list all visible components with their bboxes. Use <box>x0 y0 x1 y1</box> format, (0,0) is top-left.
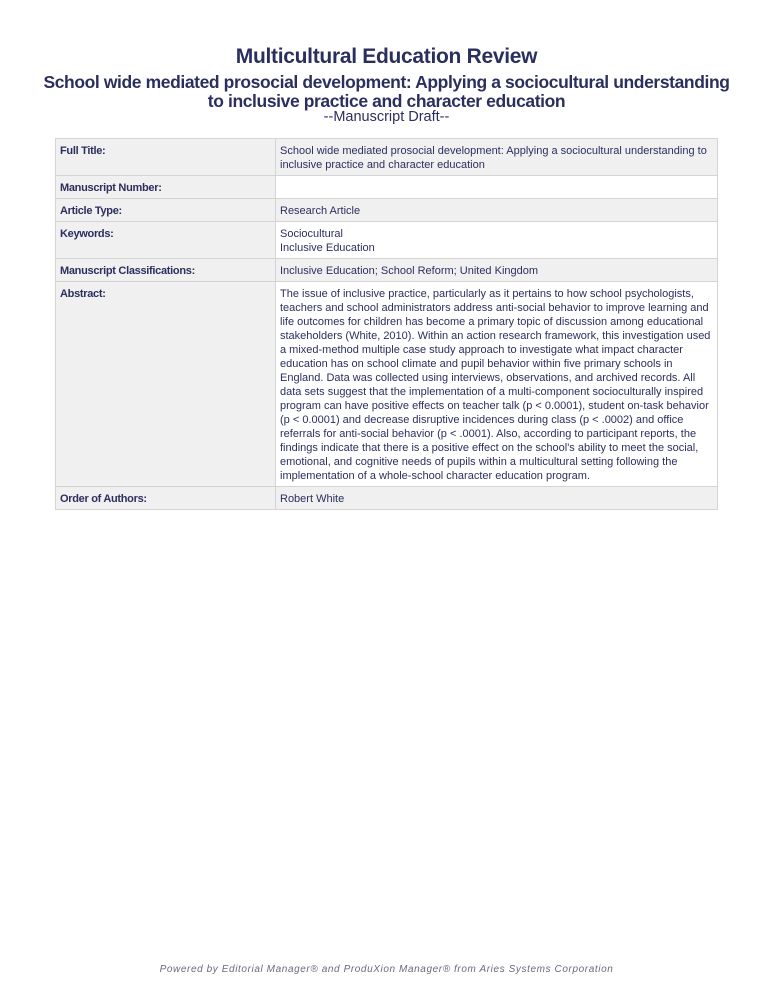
authors-label: Order of Authors: <box>56 487 276 510</box>
abstract-value: The issue of inclusive practice, particularly as it pertains to how school psychologists, teachers and school administrators address anti-social behavior to improve learning and life outcomes for children has become a primary topic of discussion among educational stakeholders (White, 2010). Within an action research framework, this investigation used a mixed-method multiple case study approach to investigate what impact character education has on school climate and pupil behavior within five primary schools in England. Data was collected using interviews, observations, and archived records. All data sets suggest that the implementation of a multi-component socioculturally inspired program can have positive effects on teacher talk (p < 0.0001), student on-task behavior (p < 0.0001) and decrease disruptive incidences during class (p < .0002) and office referrals for anti-social behavior (p < .0001). Also, according to participant reports, the findings indicate that there is a positive effect on the school's ability to meet the social, emotional, and cognitive needs of pupils within a multicultural setting following the implementation of a whole-school character education program. <box>276 282 718 487</box>
table-row-manuscript-number <box>56 176 718 199</box>
classifications-label: Manuscript Classifications: <box>56 259 276 282</box>
keywords-label: Keywords: <box>56 222 276 259</box>
table-row-classifications <box>56 259 718 282</box>
table-row-full-title <box>56 139 718 176</box>
draft-label: --Manuscript Draft-- <box>323 109 450 125</box>
manuscript-metadata-table <box>55 138 718 510</box>
article-type-label: Article Type: <box>56 199 276 222</box>
keywords-value: Sociocultural Inclusive Education <box>276 222 718 259</box>
authors-value: Robert White <box>276 487 718 510</box>
table-row-keywords <box>56 222 718 259</box>
table-row-abstract <box>56 282 718 487</box>
table-row-article-type <box>56 199 718 222</box>
classifications-value: Inclusive Education; School Reform; United Kingdom <box>276 259 718 282</box>
full-title-label: Full Title: <box>56 139 276 176</box>
table-row-authors <box>56 487 718 510</box>
full-title-value: School wide mediated prosocial development: Applying a sociocultural understanding to inclusive practice and character education <box>276 139 718 176</box>
manuscript-number-label: Manuscript Number: <box>56 176 276 199</box>
article-type-value: Research Article <box>276 199 718 222</box>
footer-credit: Powered by Editorial Manager® and ProduXion Manager® from Aries Systems Corporation <box>159 964 614 975</box>
abstract-label: Abstract: <box>56 282 276 487</box>
journal-title: Multicultural Education Review <box>235 45 538 68</box>
manuscript-number-value <box>276 176 718 199</box>
article-title: School wide mediated prosocial development: Applying a sociocultural understanding to inclusive practice and character education <box>43 72 730 111</box>
